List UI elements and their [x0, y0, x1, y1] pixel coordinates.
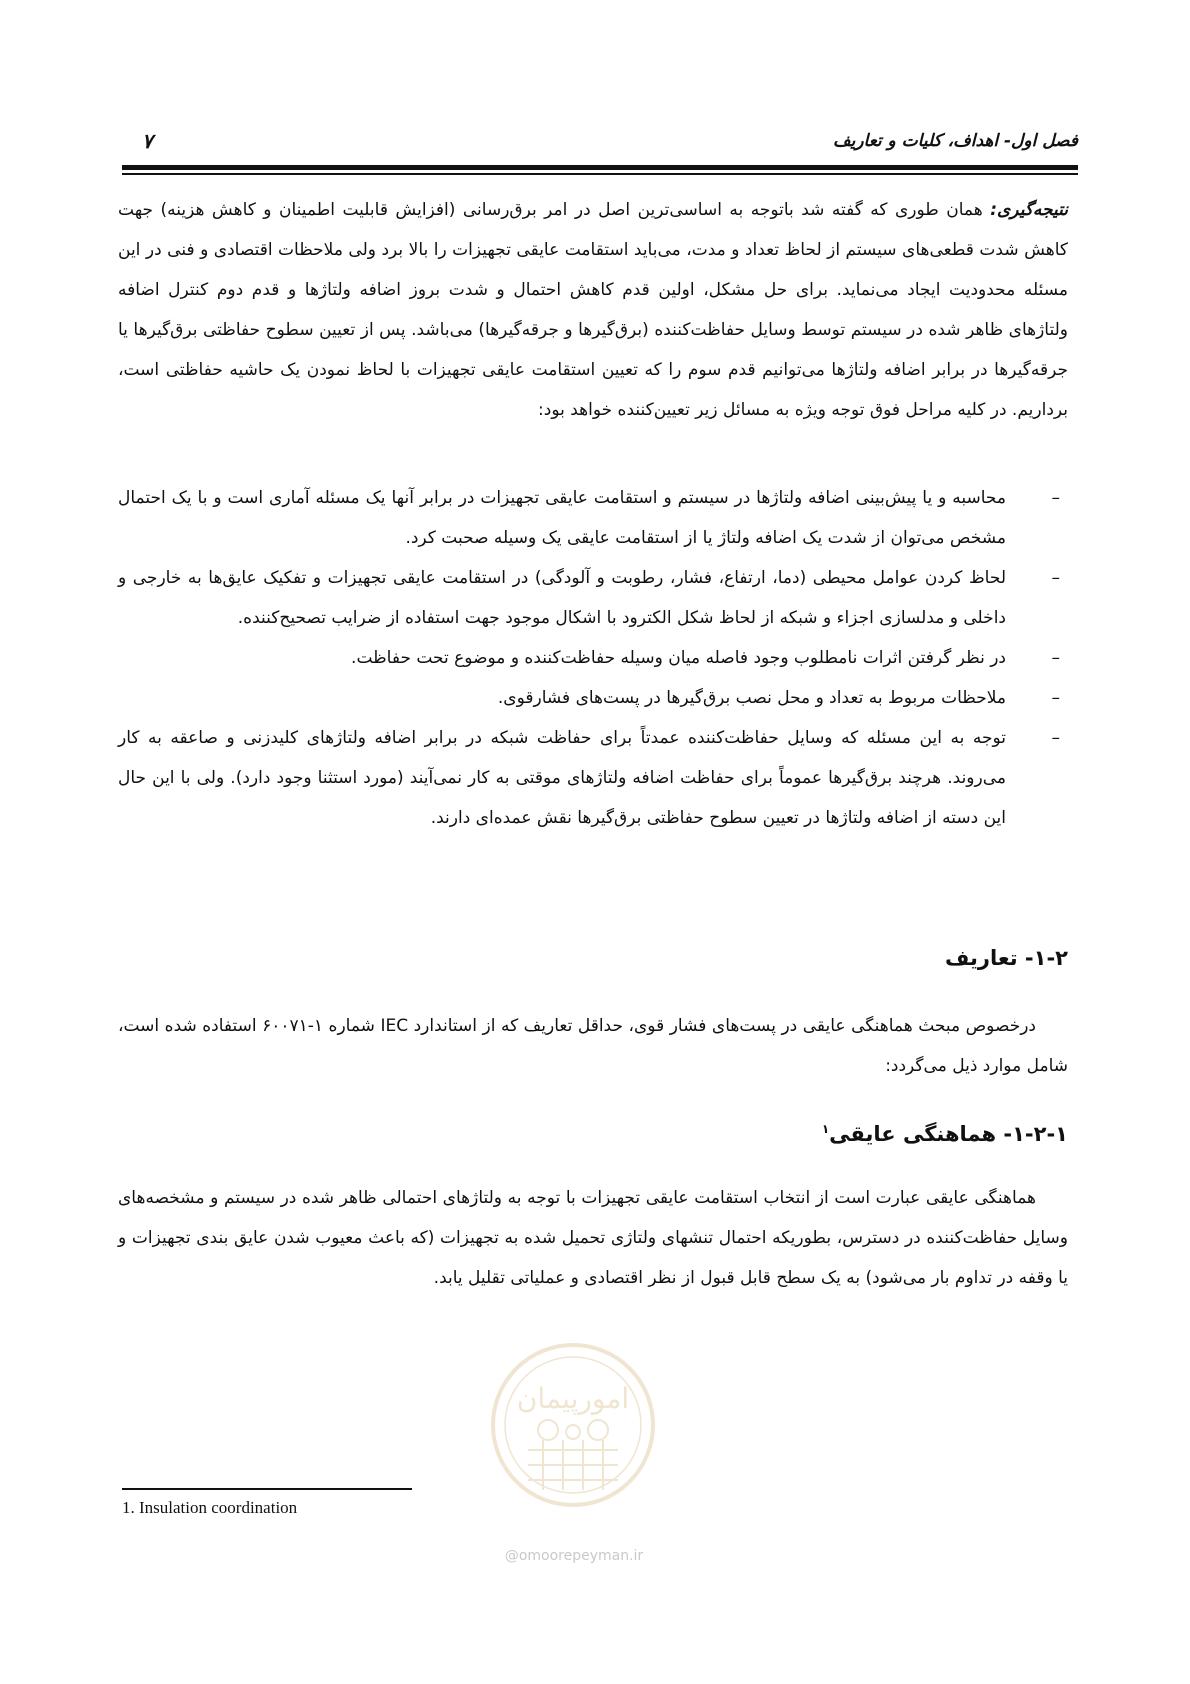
header-rule-thick [122, 165, 1078, 170]
definitions-paragraph: درخصوص مبحث هماهنگی عایقی در پست‌های فشار قوی، حداقل تعاریف که از استاندارد IEC شماره ۱-۶۰۰۷۱ استفاده شده است، شامل موارد ذیل می‌گردد: [118, 1016, 1068, 1076]
subsection-heading-insulation-coordination: ۱-۲-۱- هماهنگی عایقی$^۱$ [821, 1122, 1068, 1146]
considerations-list [118, 478, 1068, 838]
bullet-dash: – [1051, 648, 1060, 668]
section-heading-definitions: ۱-۲- تعاریف [945, 946, 1068, 970]
conclusion-label: نتیجه‌گیری: [990, 200, 1068, 220]
list-item: – در نظر گرفتن اثرات نامطلوب وجود فاصله میان وسیله حفاظت‌کننده و موضوع تحت حفاظت. [118, 638, 1068, 678]
list-item: – توجه به این مسئله که وسایل حفاظت‌کننده عمدتاً برای حفاظت شبکه در برابر اضافه ولتاژهای کلیدزنی و صاعقه به کار می‌روند. هرچند برق‌گیرها عموماً برای حفاظت اضافه ولتاژهای موقتی به کار نمی‌آیند (مورد استثنا وجود دارد). ولی با این حال این دسته از اضافه ولتاژها در تعیین سطوح حفاظتی برق‌گیرها نقش عمده‌ای دارند. [118, 718, 1068, 838]
page-header [122, 127, 1078, 157]
conclusion-text: همان طوری که گفته شد باتوجه به اساسی‌ترین اصل در امر برق‌رسانی (افزایش قابلیت اطمینان و کاهش هزینه) جهت کاهش شدت قطعی‌های سیستم از لحاظ تعداد و مدت، می‌باید استقامت عایقی تجهیزات را بالا برد ولی ملاحظات اقتصادی و فنی در این مسئله محدودیت ایجاد می‌نماید. برای حل مشکل، اولین قدم کاهش احتمال و شدت بروز اضافه ولتاژها و قدم دوم کنترل اضافه ولتاژهای ظاهر شده در سیستم توسط وسایل حفاظت‌کننده (برق‌گیرها و جرقه‌گیرها) می‌باشد. پس از تعیین سطوح حفاظتی برق‌گیرها یا جرقه‌گیرها در برابر اضافه ولتاژها می‌توانیم قدم سوم را که تعیین استقامت عایقی تجهیزات با لحاظ نمودن یک حاشیه حفاظتی است، برداریم. در کلیه مراحل فوق توجه ویژه به مسائل زیر تعیین‌کننده خواهد بود: [118, 200, 1068, 420]
bullet-dash: – [1051, 728, 1060, 748]
header-rule-thin [122, 173, 1078, 175]
list-item: – لحاظ کردن عوامل محیطی (دما، ارتفاع، فشار، رطوبت و آلودگی) در استقامت عایقی تجهیزات و تفکیک عایق‌ها به خارجی و داخلی و مدلسازی اجزاء و شبکه از لحاظ شکل الکترود با اشکال موجود جهت استفاده از ضرایب تصحیح‌کننده. [118, 558, 1068, 638]
footnote-reference[interactable]: ۱ [821, 1122, 830, 1136]
watermark-logo-text: امورپیمان [516, 1382, 630, 1415]
watermark-site: @omoorepeyman.ir [504, 1548, 644, 1564]
page-number: ۷ [142, 129, 153, 153]
chapter-title: فصل اول- اهداف، کلیات و تعاریف [832, 131, 1078, 151]
insulation-coordination-paragraph: هماهنگی عایقی عبارت است از انتخاب استقامت عایقی تجهیزات با توجه به ولتاژهای احتمالی ظاهر شده در سیستم و مشخصه‌های وسایل حفاظت‌کننده در دسترس، بطوریکه احتمال تنشهای ولتاژی تحمیل شده به تجهیزات (که باعث معیوب شدن عایق بندی تجهیزات و یا وقفه در تداوم بار می‌شود) به یک سطح قابل قبول از نظر اقتصادی و عملیاتی تقلیل یابد. [118, 1188, 1068, 1288]
footnote-rule [122, 1488, 412, 1490]
footnote: 1. Insulation coordination [122, 1498, 298, 1517]
watermark-logo-icon [488, 1340, 658, 1530]
list-item: – ملاحظات مربوط به تعداد و محل نصب برق‌گیرها در پست‌های فشارقوی. [118, 678, 1068, 718]
bullet-dash: – [1051, 488, 1060, 508]
conclusion-paragraph [118, 190, 1068, 430]
bullet-dash: – [1051, 568, 1060, 588]
list-item: – محاسبه و یا پیش‌بینی اضافه ولتاژها در سیستم و استقامت عایقی تجهیزات در برابر آنها یک مسئله آماری است و با یک احتمال مشخص می‌توان از شدت یک اضافه ولتاژ یا از استقامت عایقی یک وسیله صحبت کرد. [118, 478, 1068, 558]
bullet-dash: – [1051, 688, 1060, 708]
